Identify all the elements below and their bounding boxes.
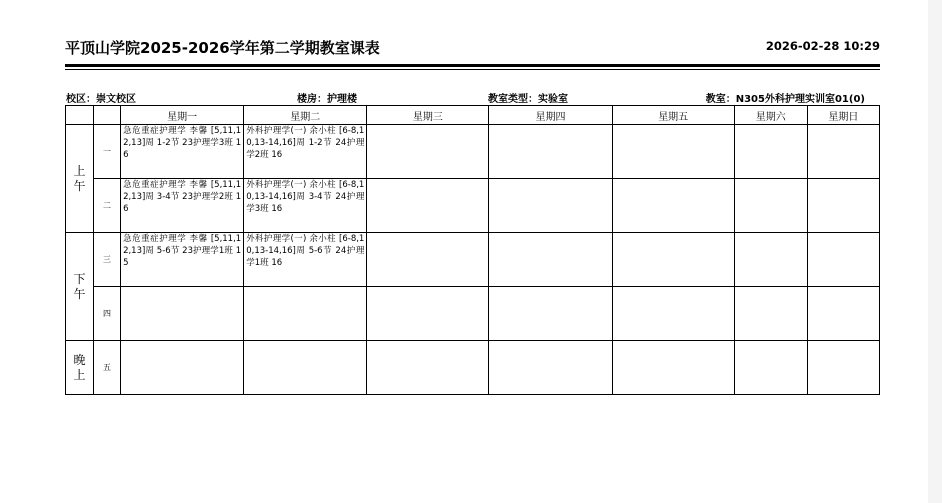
- empty-cell: [612, 341, 734, 395]
- empty-cell: [612, 179, 734, 233]
- empty-cell: [489, 341, 612, 395]
- course-entry: 外科护理学(一) 余小柱 [6-8,10,13-14,16]周 5-6节 24护理学1班 16: [246, 234, 365, 268]
- course-cell[interactable]: [121, 233, 244, 287]
- course-entry: 急危重症护理学 李馨 [5,11,12,13]周 5-6节 23护理学1班 15: [123, 234, 242, 268]
- campus-info: 校区：崇文校区: [66, 94, 136, 105]
- empty-cell: [807, 287, 879, 341]
- header-rule-thick: [65, 64, 880, 67]
- empty-cell: [489, 179, 612, 233]
- course-cell[interactable]: [244, 233, 367, 287]
- table-row: [66, 233, 880, 287]
- print-timestamp: 2026-02-28 10:29: [765, 39, 880, 53]
- empty-cell: [807, 125, 879, 179]
- empty-cell: [807, 233, 879, 287]
- section-label: 三: [94, 233, 121, 287]
- course-cell[interactable]: [121, 125, 244, 179]
- empty-cell: [489, 233, 612, 287]
- empty-cell: [367, 125, 489, 179]
- course-entry: 外科护理学(一) 余小柱 [6-8,10,13-14,16]周 3-4节 24护理学3班 16: [246, 180, 365, 214]
- empty-cell: [612, 233, 734, 287]
- room-info: 教室：N305外科护理实训室01(0): [705, 94, 865, 105]
- empty-cell: [244, 341, 367, 395]
- empty-cell: [244, 287, 367, 341]
- empty-cell: [734, 341, 807, 395]
- empty-cell: [367, 287, 489, 341]
- empty-cell: [367, 179, 489, 233]
- corner-cell: [94, 106, 121, 125]
- empty-cell: [489, 125, 612, 179]
- table-row: [66, 287, 880, 341]
- header-rule-thin: [65, 69, 880, 70]
- table-row: [66, 341, 880, 395]
- page-title: 平顶山学院2025-2026学年第二学期教室课表: [65, 39, 380, 57]
- course-entry: 急危重症护理学 李馨 [5,11,12,13]周 3-4节 23护理学2班 16: [123, 180, 242, 214]
- empty-cell: [367, 341, 489, 395]
- section-label: 五: [94, 341, 121, 395]
- day-header: 星期一: [121, 106, 244, 125]
- empty-cell: [807, 341, 879, 395]
- section-label: 二: [94, 179, 121, 233]
- table-row: [66, 125, 880, 179]
- empty-cell: [734, 287, 807, 341]
- day-header: 星期二: [244, 106, 367, 125]
- empty-cell: [807, 179, 879, 233]
- period-label-afternoon: 下 午: [66, 233, 94, 341]
- course-cell[interactable]: [244, 125, 367, 179]
- timetable-grid: [65, 105, 880, 395]
- day-header-row: [66, 106, 880, 125]
- empty-cell: [612, 287, 734, 341]
- day-header: 星期四: [489, 106, 612, 125]
- course-cell[interactable]: [244, 179, 367, 233]
- section-label: 四: [94, 287, 121, 341]
- building-info: 楼房：护理楼: [297, 94, 357, 105]
- empty-cell: [612, 125, 734, 179]
- empty-cell: [489, 287, 612, 341]
- course-cell[interactable]: [121, 179, 244, 233]
- course-entry: 急危重症护理学 李馨 [5,11,12,13]周 1-2节 23护理学3班 16: [123, 126, 242, 160]
- table-row: [66, 179, 880, 233]
- room-type-info: 教室类型：实验室: [488, 94, 568, 105]
- empty-cell: [734, 179, 807, 233]
- day-header: 星期三: [367, 106, 489, 125]
- empty-cell: [367, 233, 489, 287]
- day-header: 星期六: [734, 106, 807, 125]
- day-header: 星期五: [612, 106, 734, 125]
- period-label-morning: 上 午: [66, 125, 94, 233]
- day-header: 星期日: [807, 106, 879, 125]
- empty-cell: [121, 287, 244, 341]
- empty-cell: [121, 341, 244, 395]
- empty-cell: [734, 233, 807, 287]
- course-entry: 外科护理学(一) 余小柱 [6-8,10,13-14,16]周 1-2节 24护理学2班 16: [246, 126, 365, 160]
- corner-cell: [66, 106, 94, 125]
- empty-cell: [734, 125, 807, 179]
- period-label-evening: 晚 上: [66, 341, 94, 395]
- section-label: 一: [94, 125, 121, 179]
